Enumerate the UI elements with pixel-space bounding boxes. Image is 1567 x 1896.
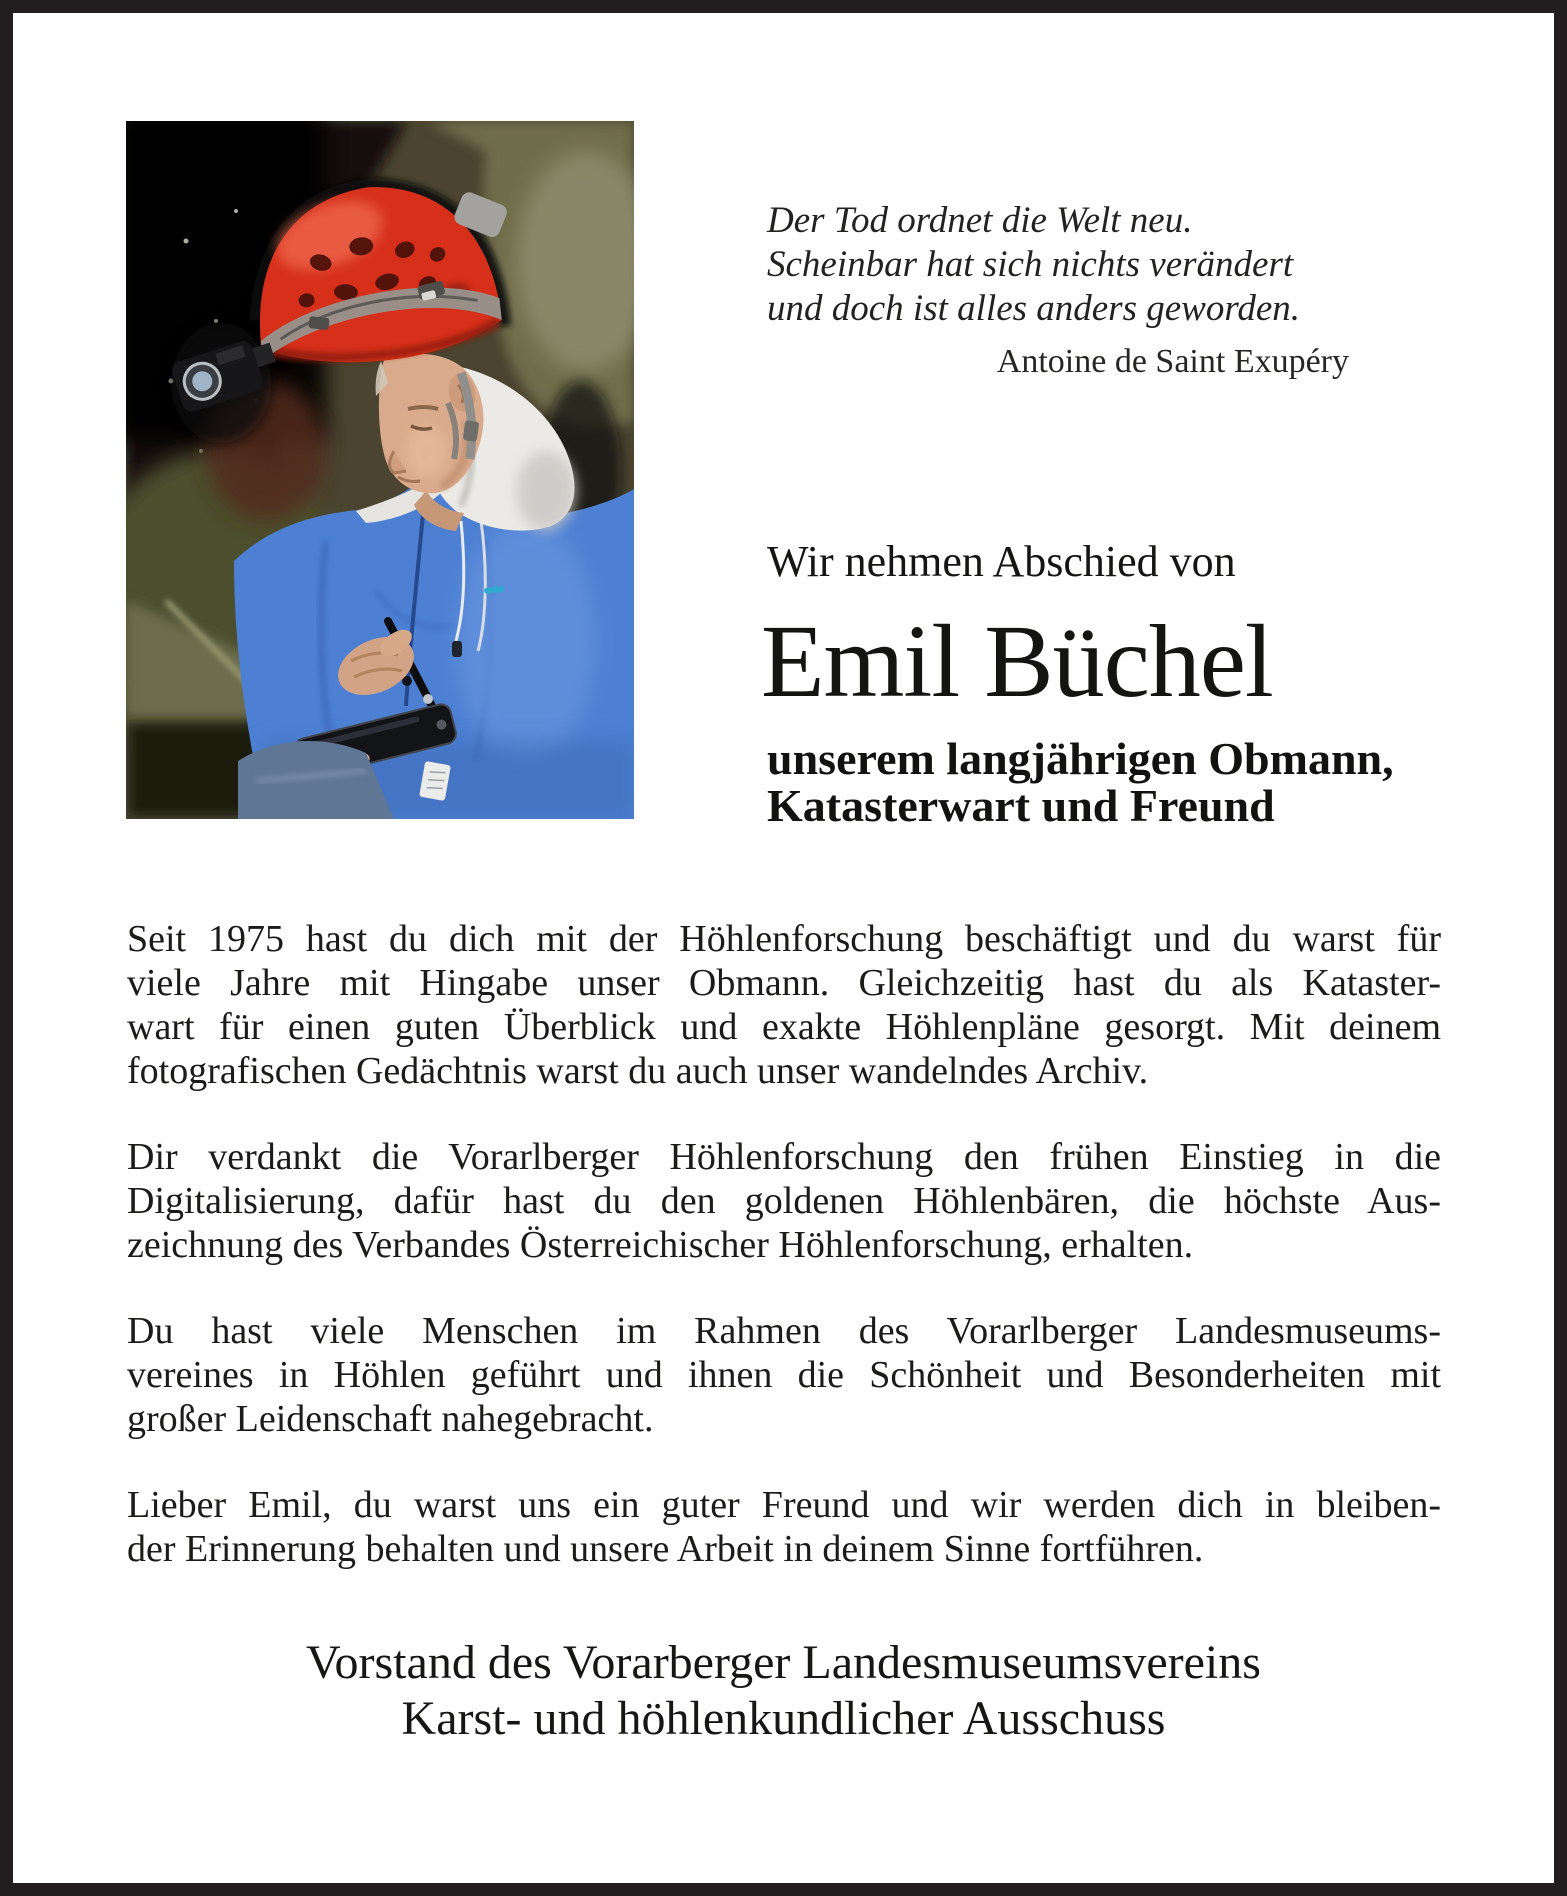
- role-line: unserem langjährigen Obmann,: [767, 733, 1394, 784]
- signature-line: Vorstand des Vorarberger Landesmuseumsvereins: [306, 1636, 1261, 1689]
- footer-signature: [13, 1635, 1554, 1747]
- quote-line: und doch ist alles anders geworden.: [767, 288, 1301, 329]
- deceased-name: Emil Büchel: [761, 604, 1273, 719]
- quote-line: Scheinbar hat sich nichts verändert: [767, 244, 1294, 285]
- body-line: viele Jahre mit Hingabe unser Obmann. Gleichzeitig hast du als Kataster-: [127, 962, 1441, 1004]
- paragraph: [127, 1483, 1441, 1571]
- paragraph: [127, 1309, 1441, 1441]
- obituary-body: [127, 917, 1441, 1613]
- body-line: Seit 1975 hast du dich mit der Höhlenforschung beschäftigt und du warst für: [127, 918, 1441, 960]
- deceased-roles: [767, 735, 1394, 829]
- body-line: Du hast viele Menschen im Rahmen des Vorarlberger Landesmuseums-: [127, 1310, 1441, 1352]
- paragraph: [127, 917, 1441, 1093]
- role-line: Katasterwart und Freund: [767, 780, 1275, 831]
- memorial-photo: [126, 121, 634, 819]
- body-line: wart für einen guten Überblick und exakte Höhlenpläne gesorgt. Mit deinem: [127, 1006, 1441, 1048]
- quote-line: Der Tod ordnet die Welt neu.: [767, 200, 1193, 241]
- body-line: zeichnung des Verbandes Österreichischer Höhlenforschung, erhalten.: [127, 1224, 1194, 1266]
- body-line: der Erinnerung behalten und unsere Arbeit in deinem Sinne fortführen.: [127, 1528, 1204, 1570]
- body-line: Dir verdankt die Vorarlberger Höhlenforschung den frühen Einstieg in die: [127, 1136, 1441, 1178]
- body-line: großer Leidenschaft nahegebracht.: [127, 1398, 654, 1440]
- farewell-intro: Wir nehmen Abschied von: [767, 537, 1236, 586]
- signature-line: Karst- und höhlenkundlicher Ausschuss: [401, 1692, 1166, 1745]
- body-line: vereines in Höhlen geführt und ihnen die Schönheit und Besonderheiten mit: [127, 1354, 1441, 1396]
- body-line: Lieber Emil, du warst uns ein guter Freund und wir werden dich in bleiben-: [127, 1484, 1441, 1526]
- paragraph: [127, 1135, 1441, 1267]
- body-line: Digitalisierung, dafür hast du den goldenen Höhlenbären, die höchste Aus-: [127, 1180, 1441, 1222]
- quote-block: [767, 199, 1355, 381]
- quote-attribution: Antoine de Saint Exupéry: [996, 343, 1349, 380]
- body-line: fotografischen Gedächtnis warst du auch unser wandelndes Archiv.: [127, 1050, 1149, 1092]
